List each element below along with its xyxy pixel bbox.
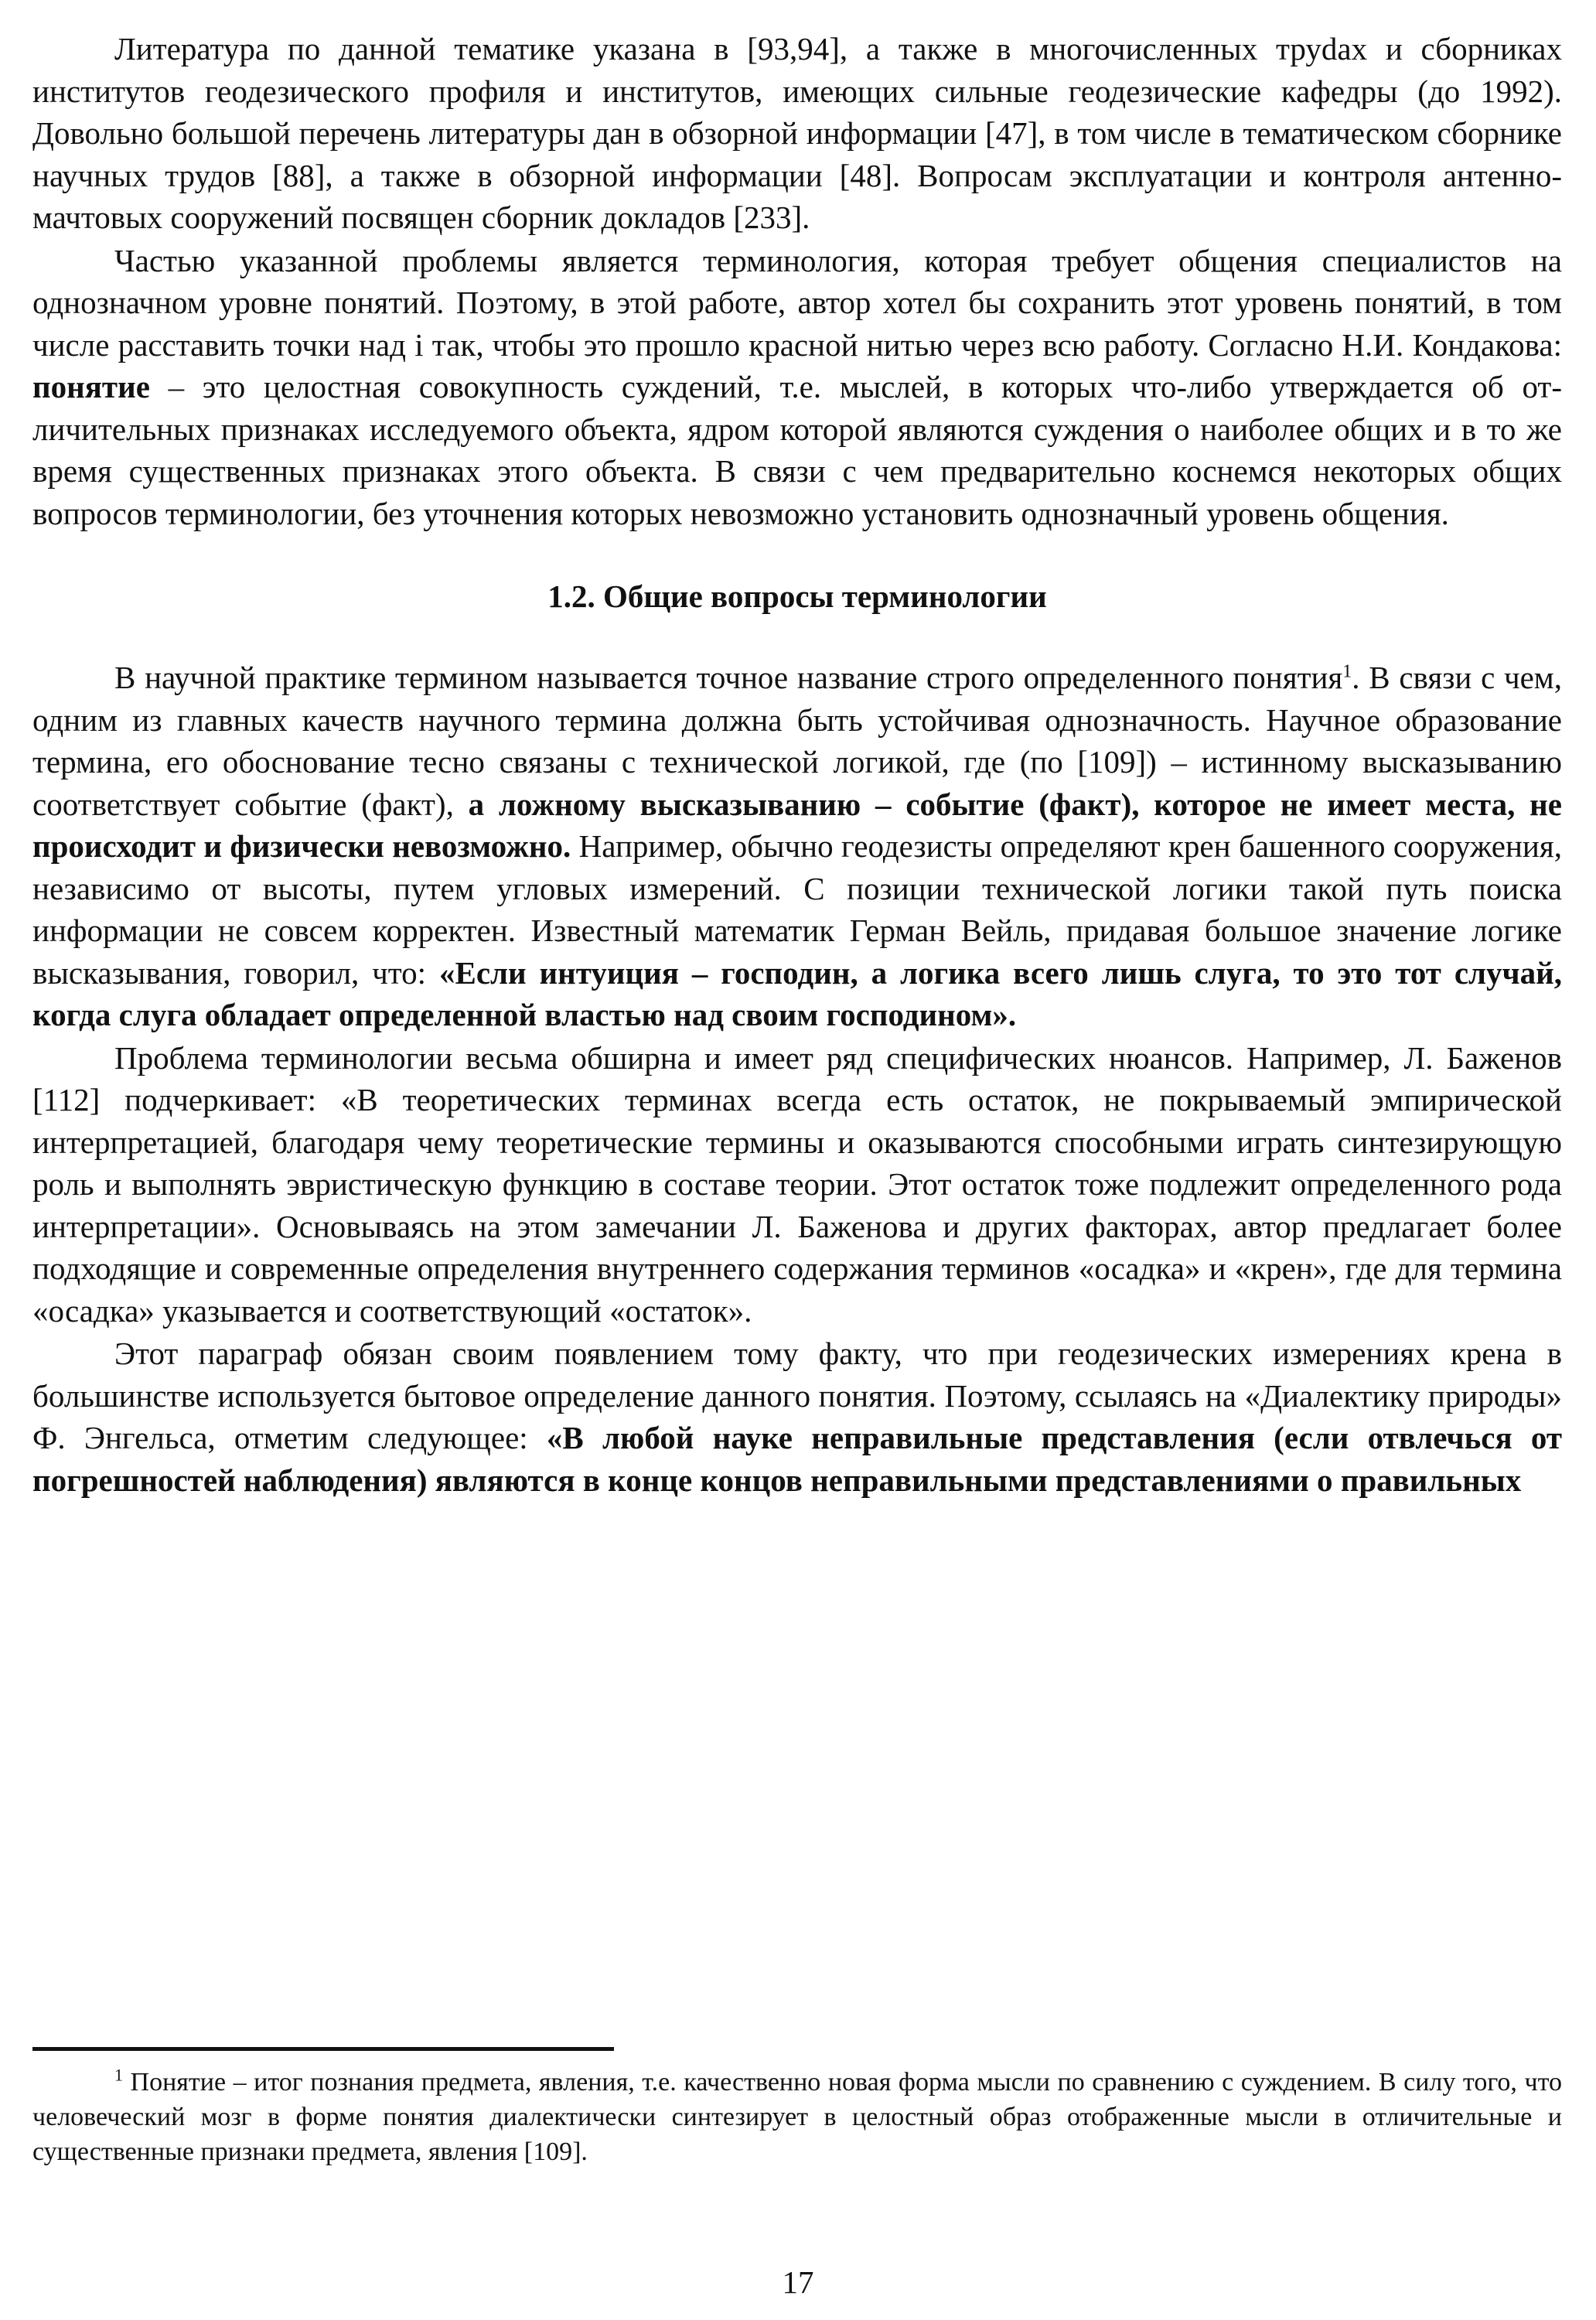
paragraph-literature: Литература по данной тематике указана в [93,94], а также в многочисленных труdах и сборниках институтов геодезического профиля и институтов, имеющих сильные геодезические кафедры (до 1992). Довольно большой перечень литературы дан в обзорной информации [47], в том числе в тематическом сборнике научных трудов [88], а также в обзорной информации [48]. Вопросам эксплуатации и контроля антенно-мачтовых сооружений посвящен сборник докладов [233]. — [32, 31, 1562, 235]
p3-text-c: Например, обычно геодезисты определяют крен башенного сооружения, независимо от высоты, путем угловых измерений. С позиции технической логики такой путь поиска информации не совсем корректен. Известный математик Герман Вейль, придавая большое значение логике высказывания, говорил, что: — [32, 828, 1562, 991]
footnote-separator — [32, 2047, 614, 2051]
footnote-mark: 1 — [114, 2065, 123, 2085]
paragraph-scientific-practice — [32, 657, 1562, 1036]
term-ponyatie: понятие — [32, 369, 150, 404]
p3-text-b: . В связи с чем, одним из главных качеств научного термина должна быть устойчивая однозначность. Научное образование термина, его обоснование тесно связаны с технической логикой, где (по [109]) – истинному высказыванию соответствует событие (факт), — [32, 660, 1562, 822]
paragraph-terminology-intro: Частью указанной проблемы является терминология, которая требует общения специалистов на однозначном уровне понятий. Поэтому, в этой работе, автор хотел бы сохранить этот уровень понятий, в том числе расставить точки над i так, чтобы это прошло красной нитью через всю работу. Согласно Н.И. Кондакова: — [32, 242, 1562, 363]
paragraph-bazhenov: Проблема терминологии весьма обширна и имеет ряд специфических нюансов. Например, Л. Баженов [112] подчеркивает: «В теоретических терминах всегда есть остаток, не покрываемый эмпирической интерпретацией, благодаря чему теоретические термины и оказываются способными играть синтезирующую роль и выполнять эвристическую функцию в составе теории. Этот остаток тоже подлежит определенного рода интерпретации». Основываясь на этом замечании Л. Баженова и других факторах, автор предлагает более подходящие и современные определения внутреннего содержания терминов «осадка» и «крен», где для термина «осадка» указывается и соответствующий «остаток». — [32, 1039, 1562, 1329]
page-body — [32, 28, 1562, 1501]
footnote — [32, 2065, 1562, 2169]
p3-bold-quote-weyl: «Если интуиция – господин, а логика всего лишь слуга, то это тот случай, когда слуга обладает определенной властью над своим господином». — [32, 954, 1563, 1032]
footnote-reference[interactable]: 1 — [1342, 661, 1352, 682]
p5-bold-quote-engels: «В любой науке неправильные представления (если отвлечься от погрешностей наблюдения) являются в конце концов неправильными представлениями о правильных — [32, 1420, 1562, 1498]
section-title: 1.2. Общие вопросы терминологии — [547, 578, 1047, 614]
p5-text-a: Этот параграф обязан своим появлением тому факту, что при геодезических измерениях крена в большинстве используется бытовое определение данного понятия. Поэтому, ссылаясь на «Диалектику природы» Ф. Энгельса, отметим следующее: — [32, 1336, 1562, 1455]
paragraph-terminology — [32, 240, 1562, 535]
paragraph-terminology-definition: – это целостная совокупность суждений, т.е. мыслей, в которых что-либо утверждается об отличительных признаках исследуемого объекта, ядром которой являются суждения о наиболее общих и в то же время существенных признаках этого объекта. В связи с чем предварительно коснемся некоторых общих вопросов терминологии, без уточнения которых невозможно установить однозначный уровень общения. — [32, 369, 1562, 531]
paragraph-engels — [32, 1332, 1562, 1501]
p3-text-a: В научной практике термином называется точное название строго определенного понятия — [114, 660, 1343, 695]
p3-bold-logic: а ложному высказыванию – событие (факт), которое не имеет места, не происходит и физически невозможно. — [32, 786, 1562, 864]
page-number: 17 — [782, 2264, 814, 2300]
footnote-text: Понятие – итог познания предмета, явления, т.е. качественно новая форма мысли по сравнению с суждением. В силу того, что человеческий мозг в форме понятия диалектически синтезирует в целостный образ отображенные мысли в отличительные и существенные признаки предмета, явления [109]. — [32, 2068, 1562, 2166]
